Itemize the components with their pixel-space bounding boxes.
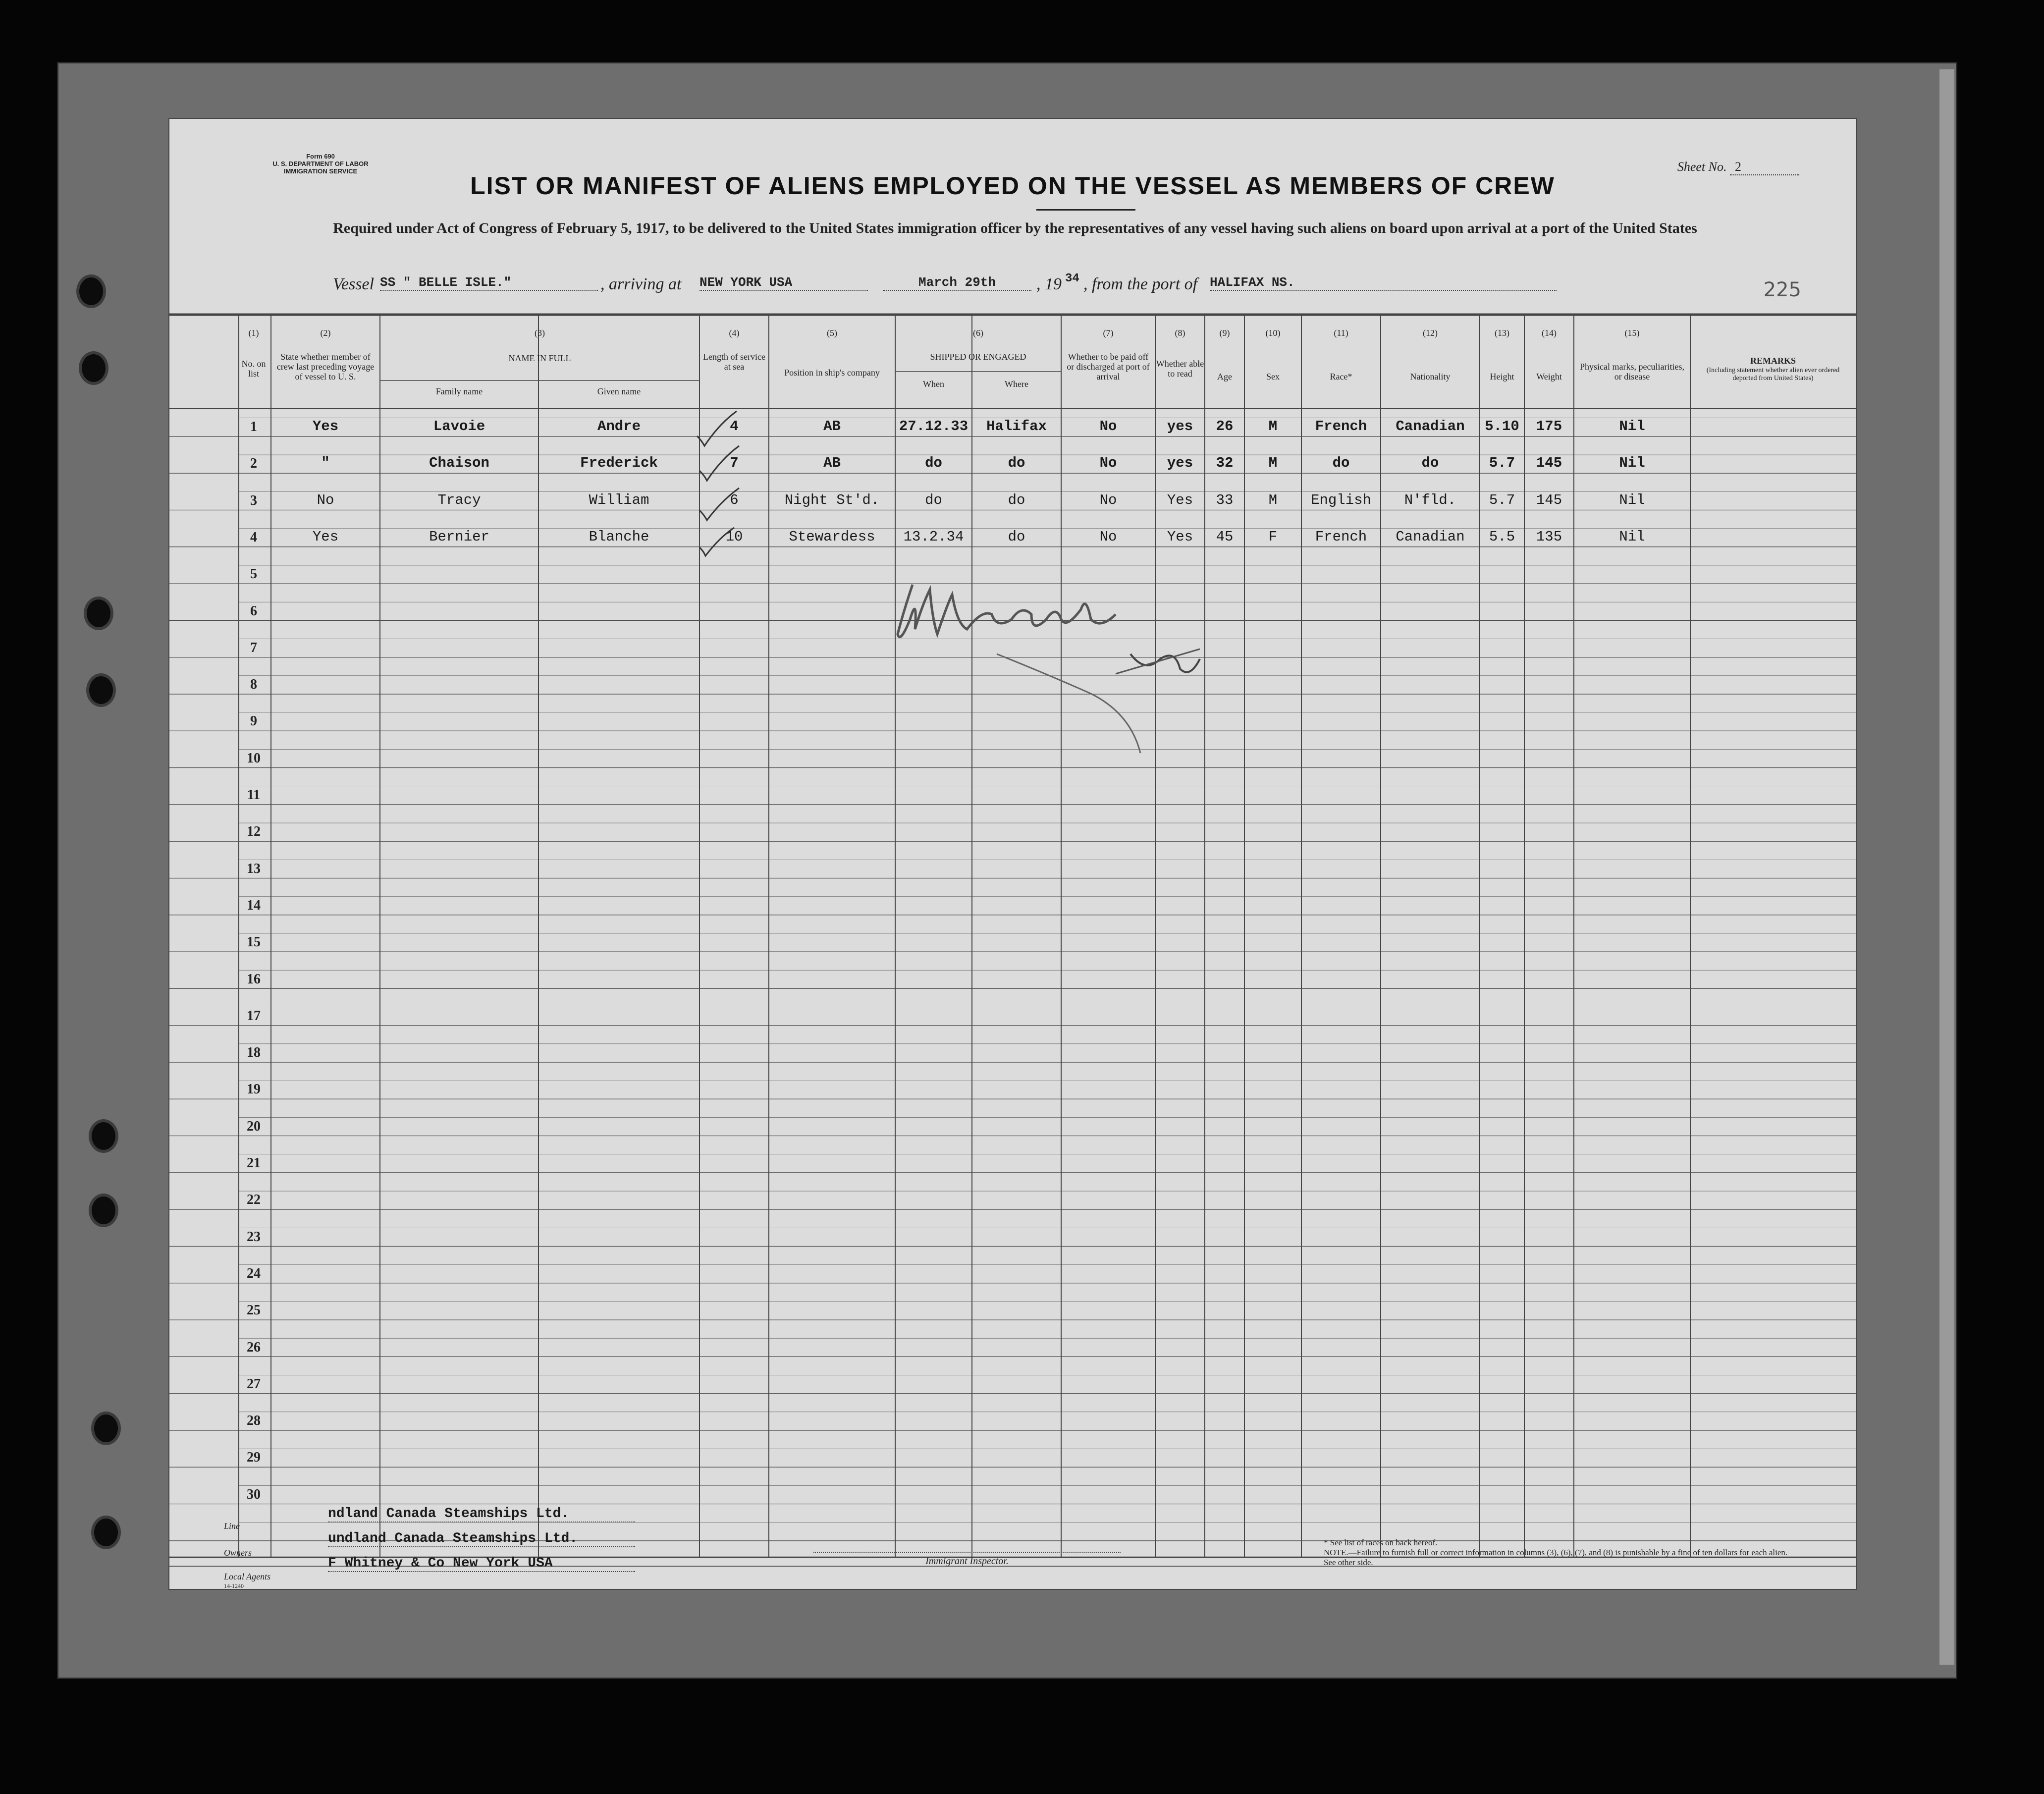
nationality-cell: Canadian	[1396, 528, 1465, 545]
col-prev-voyage-num: (2)	[320, 328, 331, 338]
col-name-num: (3)	[535, 328, 545, 338]
able-to-read-cell: Yes	[1167, 528, 1193, 545]
col-given-name: Given name	[597, 386, 641, 396]
prev-voyage-cell: Yes	[312, 528, 339, 545]
col-no-num: (1)	[248, 328, 259, 338]
page-subtitle: Required under Act of Congress of February 5, 1917, to be delivered to the United States immigration officer by the representatives of any vessel having such aliens on board upon arrival at a port of the United States	[333, 220, 1697, 236]
row-number: 14	[247, 897, 261, 913]
row-number: 17	[247, 1008, 261, 1024]
shipped-where-cell: Halifax	[986, 418, 1047, 435]
col-race-num: (11)	[1334, 328, 1348, 338]
row-number: 5	[250, 566, 257, 582]
row-number: 21	[247, 1155, 261, 1171]
given-name-cell: Frederick	[580, 455, 658, 472]
service-name: IMMIGRATION SERVICE	[283, 167, 358, 175]
row-number: 25	[247, 1303, 261, 1318]
row-number: 1	[250, 419, 257, 435]
col-height-num: (13)	[1495, 328, 1509, 338]
binder-hole	[94, 1519, 118, 1546]
vessel-name: SS " BELLE ISLE."	[380, 275, 598, 291]
sex-cell: M	[1268, 491, 1278, 508]
family-name-cell: Tracy	[437, 491, 481, 508]
able-to-read-cell: yes	[1167, 455, 1193, 472]
shipped-when-cell: 13.2.34	[903, 528, 964, 545]
weight-cell: 135	[1536, 528, 1562, 545]
from-port: HALIFAX NS.	[1210, 275, 1557, 291]
line-label: Line	[224, 1521, 240, 1531]
row-number: 26	[247, 1339, 261, 1355]
row-number: 9	[250, 713, 257, 729]
col-paid-off-label: Whether to be paid off or discharged at port of arrival	[1067, 352, 1150, 381]
page-title: LIST OR MANIFEST OF ALIENS EMPLOYED ON THE VESSEL AS MEMBERS OF CREW	[470, 172, 1555, 200]
paid-off-cell: No	[1099, 528, 1117, 545]
position-cell: Stewardess	[789, 528, 875, 545]
nationality-cell: N'fld.	[1404, 491, 1456, 508]
shipped-when-cell: 27.12.33	[899, 418, 968, 435]
weight-cell: 175	[1536, 418, 1562, 435]
service-length-cell: 6	[730, 491, 739, 508]
col-shipped-label: SHIPPED OR ENGAGED	[930, 352, 1026, 362]
race-cell: do	[1332, 455, 1350, 472]
from-label: , from the port of	[1083, 275, 1198, 293]
sheet-label: Sheet No.	[1677, 160, 1727, 174]
board-edge	[1939, 69, 1954, 1665]
col-weight-num: (14)	[1542, 328, 1557, 338]
given-name-cell: Andre	[597, 418, 641, 435]
title-divider	[1036, 209, 1135, 211]
age-cell: 26	[1216, 418, 1234, 435]
check-mark	[695, 520, 744, 565]
row-number: 24	[247, 1265, 261, 1281]
immigrant-inspector-line: Immigrant Inspector.	[813, 1552, 1121, 1567]
given-name-cell: Blanche	[589, 528, 649, 545]
col-weight-label: Weight	[1536, 372, 1562, 381]
service-length-cell: 7	[730, 455, 739, 472]
col-read-label: Whether able to read	[1156, 359, 1204, 379]
sex-cell: M	[1268, 455, 1278, 472]
position-cell: Night St'd.	[784, 491, 880, 508]
row-number: 27	[247, 1376, 261, 1392]
col-position-num: (5)	[827, 328, 837, 338]
vessel-line	[333, 272, 1809, 297]
row-number: 15	[247, 934, 261, 950]
col-age-label: Age	[1217, 372, 1232, 381]
col-remarks-label: REMARKS	[1750, 356, 1796, 366]
height-cell: 5.10	[1485, 418, 1519, 435]
col-prev-voyage-label: State whether member of crew last preceding voyage of vessel to U. S.	[276, 352, 375, 381]
binder-hole	[79, 277, 103, 305]
paid-off-cell: No	[1099, 455, 1117, 472]
row-number: 20	[247, 1118, 261, 1134]
col-nationality-label: Nationality	[1410, 372, 1451, 381]
handwritten-signature	[883, 575, 1230, 783]
page-number: 225	[1763, 278, 1801, 301]
family-name-cell: Lavoie	[433, 418, 485, 435]
arriving-label: , arriving at	[600, 275, 682, 293]
row-number: 18	[247, 1045, 261, 1061]
shipped-where-cell: do	[1008, 455, 1025, 472]
row-number: 3	[250, 492, 257, 508]
race-cell: French	[1315, 528, 1367, 545]
col-position-label: Position in ship's company	[784, 368, 880, 378]
arriving-port: NEW YORK USA	[699, 275, 868, 291]
paid-off-cell: No	[1099, 418, 1117, 435]
row-number: 4	[250, 529, 257, 545]
local-agents-label: Local Agents	[224, 1572, 271, 1581]
shipped-when-cell: do	[925, 455, 942, 472]
row-number: 28	[247, 1413, 261, 1429]
paid-off-cell: No	[1099, 491, 1117, 508]
position-cell: AB	[823, 418, 841, 435]
col-where: Where	[1005, 379, 1028, 389]
prev-voyage-cell: "	[321, 455, 330, 472]
sex-cell: M	[1268, 418, 1278, 435]
col-no-label: No. on list	[241, 359, 266, 379]
binder-hole	[94, 1414, 118, 1442]
col-service-num: (4)	[729, 328, 740, 338]
col-nationality-num: (12)	[1423, 328, 1438, 338]
col-age-num: (9)	[1219, 328, 1230, 338]
binder-hole	[82, 354, 106, 382]
family-name-cell: Bernier	[429, 528, 489, 545]
col-paid-off-num: (7)	[1103, 328, 1114, 338]
col-remarks-note: (Including statement whether alien ever ordered deported from United States)	[1706, 367, 1840, 382]
physical-marks-cell: Nil	[1619, 491, 1645, 508]
binder-hole	[92, 1196, 115, 1224]
row-number: 29	[247, 1450, 261, 1466]
height-cell: 5.5	[1489, 528, 1515, 545]
races-note: * See list of races on back hereof.	[1324, 1538, 1438, 1547]
year-prefix: , 19	[1036, 275, 1062, 293]
weight-cell: 145	[1536, 455, 1562, 472]
department-name: U. S. DEPARTMENT OF LABOR	[272, 160, 369, 167]
age-cell: 45	[1216, 528, 1234, 545]
col-shipped-num: (6)	[973, 328, 983, 338]
given-name-cell: William	[589, 491, 649, 508]
row-number: 7	[250, 640, 257, 655]
col-height-label: Height	[1490, 372, 1514, 381]
service-length-cell: 10	[725, 528, 743, 545]
footer-notes	[1324, 1538, 1799, 1568]
year-suffix: 34	[1065, 272, 1079, 285]
sex-cell: F	[1268, 528, 1278, 545]
row-number: 23	[247, 1229, 261, 1245]
arrival-date: March 29th	[883, 275, 1031, 291]
manifest-grid	[169, 119, 1856, 1589]
physical-marks-cell: Nil	[1619, 455, 1645, 472]
row-number: 30	[247, 1486, 261, 1502]
sheet-value: 2	[1730, 160, 1799, 175]
nationality-cell: Canadian	[1396, 418, 1465, 435]
penalty-note: NOTE.—Failure to furnish full or correct information in columns (3), (6), (7), and (8) is punishable by a fine of ten dollars for each alien. See other side.	[1324, 1548, 1788, 1567]
shipped-where-cell: do	[1008, 528, 1025, 545]
binder-hole	[87, 599, 110, 627]
line-value: ndland Canada Steamships Ltd.	[328, 1506, 635, 1522]
age-cell: 32	[1216, 455, 1234, 472]
row-number: 12	[247, 824, 261, 840]
row-number: 13	[247, 861, 261, 876]
position-cell: AB	[823, 455, 841, 472]
physical-marks-cell: Nil	[1619, 418, 1645, 435]
height-cell: 5.7	[1489, 491, 1515, 508]
age-cell: 33	[1216, 491, 1234, 508]
col-when: When	[923, 379, 944, 389]
owners-value: undland Canada Steamships Ltd.	[328, 1531, 635, 1547]
col-service-label: Length of service at sea	[703, 352, 765, 372]
vessel-label: Vessel	[333, 275, 375, 293]
col-family-name: Family name	[435, 386, 483, 396]
height-cell: 5.7	[1489, 455, 1515, 472]
weight-cell: 145	[1536, 491, 1562, 508]
nationality-cell: do	[1421, 455, 1439, 472]
binder-hole	[92, 1122, 115, 1150]
row-number: 8	[250, 677, 257, 693]
shipped-where-cell: do	[1008, 491, 1025, 508]
col-name-label: NAME IN FULL	[508, 353, 571, 363]
prev-voyage-cell: No	[317, 491, 334, 508]
row-number: 19	[247, 1082, 261, 1097]
row-number: 6	[250, 603, 257, 619]
service-length-cell: 4	[730, 418, 739, 435]
form-number: Form 690	[306, 153, 335, 160]
col-marks-num: (15)	[1624, 328, 1640, 338]
col-sex-num: (10)	[1265, 328, 1281, 338]
row-number: 11	[247, 787, 261, 803]
row-number: 16	[247, 971, 261, 987]
able-to-read-cell: Yes	[1167, 491, 1193, 508]
local-agents-value: F Whitney & Co New York USA	[328, 1556, 635, 1572]
binder-hole	[89, 676, 113, 704]
row-number: 10	[247, 750, 261, 766]
check-mark	[695, 443, 744, 488]
prev-voyage-cell: Yes	[312, 418, 339, 435]
owners-label: Owners	[224, 1548, 252, 1558]
race-cell: French	[1315, 418, 1367, 435]
col-sex-label: Sex	[1266, 372, 1280, 381]
form-code: 14-1240	[224, 1582, 244, 1589]
row-number: 2	[250, 456, 257, 472]
manifest-page	[168, 118, 1857, 1590]
col-read-num: (8)	[1175, 328, 1185, 338]
physical-marks-cell: Nil	[1619, 528, 1645, 545]
family-name-cell: Chaison	[429, 455, 489, 472]
race-cell: English	[1311, 491, 1371, 508]
col-race-label: Race*	[1330, 372, 1352, 381]
col-marks-label: Physical marks, peculiarities, or disease	[1580, 362, 1684, 381]
shipped-when-cell: do	[925, 491, 942, 508]
row-number: 22	[247, 1192, 261, 1208]
able-to-read-cell: yes	[1167, 418, 1193, 435]
